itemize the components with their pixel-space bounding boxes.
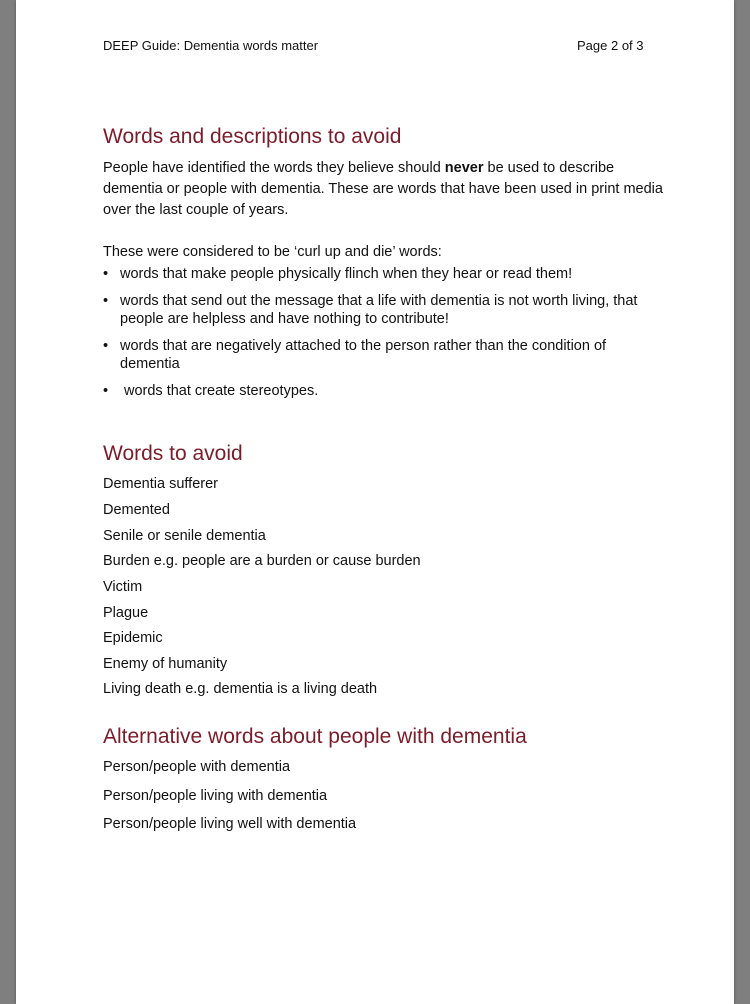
bullet-icon: • [103,266,109,282]
avoid-word-item: Plague [103,605,149,621]
document-page [16,0,734,1004]
intro-text-start: People have identified the words they believe should [103,160,445,176]
bullet-lead-text: These were considered to be ‘curl up and die’ words: [103,244,442,260]
bullet-icon: • [103,293,109,309]
bullet-item: • words that make people physically flinch when they hear or read them! [103,266,573,282]
bullet-item: • words that create stereotypes. [103,383,319,399]
bullet-item: • words that send out the message that a life with dementia is not worth living, that people are helpless and have nothing to contribute! [103,293,638,327]
header-title: DEEP Guide: Dementia words matter [103,38,319,53]
intro-text-end: be used to describe dementia or people with dementia. These are words that have been used in print media over the last couple of years. [103,160,663,218]
page-number: Page 2 of 3 [577,38,644,53]
alternative-word-item: Person/people living with dementia [103,788,328,804]
avoid-word-item: Victim [103,579,143,595]
intro-emphasis: never [444,160,484,176]
section-heading-avoid-descriptions: Words and descriptions to avoid [103,125,402,148]
bullet-item: • words that are negatively attached to the person rather than the condition of dementia [103,338,607,372]
alternative-word-item: Person/people living well with dementia [103,816,357,832]
bullet-icon: • [103,383,109,399]
avoid-word-item: Senile or senile dementia [103,528,266,544]
avoid-word-item: Dementia sufferer [103,476,218,492]
alternative-word-item: Person/people with dementia [103,759,291,775]
avoid-word-item: Living death e.g. dementia is a living death [103,681,378,697]
avoid-word-item: Epidemic [103,630,163,646]
section-heading-alternative-words: Alternative words about people with dementia [103,725,527,748]
avoid-word-item: Demented [103,502,170,518]
bullet-icon: • [103,338,109,354]
avoid-word-item: Burden e.g. people are a burden or cause burden [103,553,421,569]
avoid-word-item: Enemy of humanity [103,656,228,672]
intro-paragraph [103,158,663,221]
section-heading-words-to-avoid: Words to avoid [103,442,243,465]
